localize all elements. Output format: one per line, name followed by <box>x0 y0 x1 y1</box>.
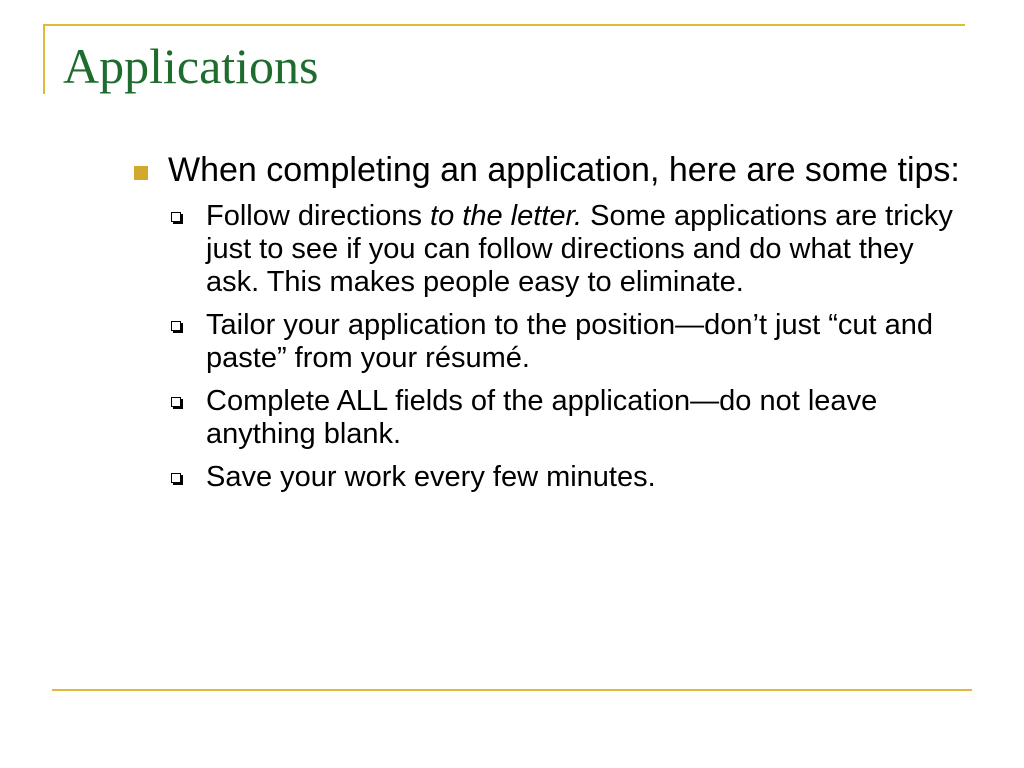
tip-text: Complete ALL fields of the application—do not leave anything blank. <box>206 385 878 450</box>
hollow-square-bullet-icon <box>171 397 181 407</box>
tip-text: Follow directions <box>206 200 431 232</box>
filled-square-bullet-icon <box>134 166 148 180</box>
bottom-divider <box>52 689 972 691</box>
title-frame-top-line <box>43 24 965 26</box>
tip-item <box>168 385 968 451</box>
hollow-square-bullet-icon <box>171 212 181 222</box>
main-bullet-text: When completing an application, here are some tips: <box>168 151 960 189</box>
tip-text: Tailor your application to the position—don’t just “cut and paste” from your résumé. <box>206 309 934 374</box>
slide-title: Applications <box>63 38 319 94</box>
main-bullet-item <box>128 150 968 190</box>
tips-list <box>128 200 968 494</box>
hollow-square-bullet-icon <box>171 321 181 331</box>
tip-text: Save your work every few minutes. <box>206 461 656 493</box>
title-frame-left-line <box>43 24 45 94</box>
tip-item <box>168 461 968 494</box>
slide-body <box>128 150 968 504</box>
tip-item <box>168 309 968 375</box>
tip-text-rest: Some applications are tricky just to see if you can follow directions and do what they ask. This makes people easy to eliminate. <box>206 200 953 298</box>
hollow-square-bullet-icon <box>171 473 181 483</box>
tip-emphasis: to the letter. <box>430 200 583 232</box>
tip-item <box>168 200 968 299</box>
